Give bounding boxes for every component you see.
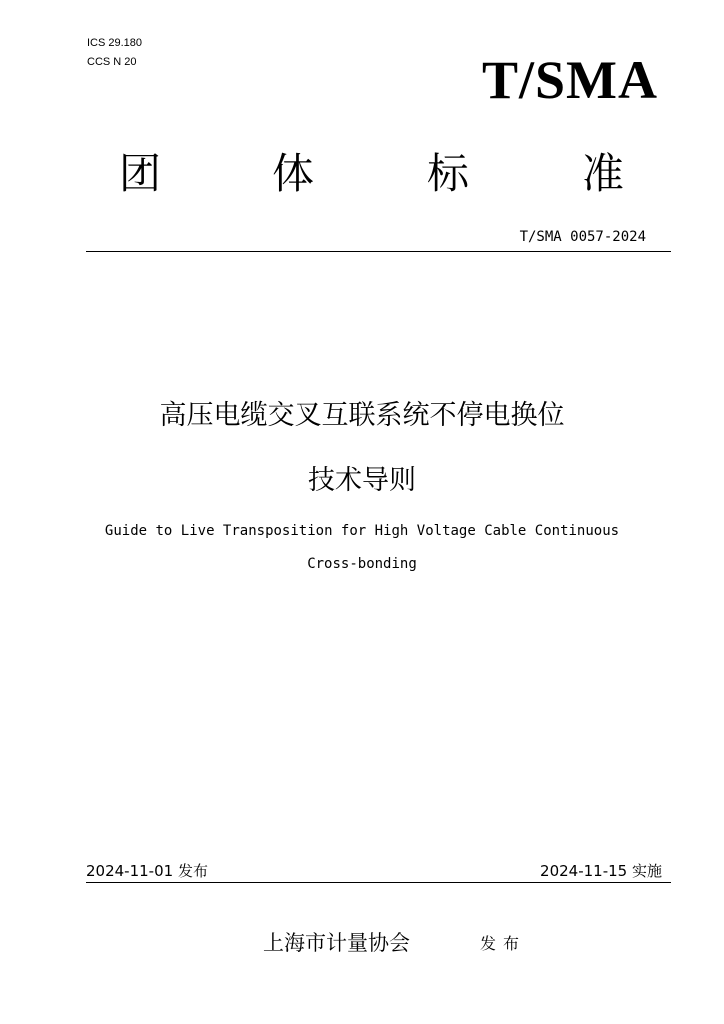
title-zh-line2: 技术导则 bbox=[308, 465, 416, 496]
document-type-char: 标 bbox=[427, 149, 470, 198]
document-type-char: 团 bbox=[119, 149, 162, 198]
title-en-line1: Guide to Live Transposition for High Voltage Cable Continuous bbox=[104, 523, 620, 539]
title-zh-line1: 高压电缆交叉互联系统不停电换位 bbox=[159, 400, 565, 431]
ccs-code: CCS N 20 bbox=[87, 56, 137, 68]
standard-number: T/SMA 0057-2024 bbox=[519, 229, 646, 245]
document-type-heading bbox=[0, 146, 724, 206]
organization-logo: T/SMA bbox=[481, 50, 658, 110]
document-type-char: 准 bbox=[582, 149, 625, 198]
bottom-divider bbox=[86, 882, 671, 883]
ics-code: ICS 29.180 bbox=[87, 37, 143, 49]
document-type-char: 体 bbox=[272, 149, 315, 198]
top-divider bbox=[86, 251, 671, 252]
issuer-name: 上海市计量协会 bbox=[263, 931, 410, 955]
title-en-line2: Cross-bonding bbox=[307, 556, 417, 572]
issue-label: 发布 bbox=[480, 934, 527, 953]
publish-date: 2024-11-01 发布 bbox=[86, 862, 208, 880]
implement-date: 2024-11-15 实施 bbox=[540, 862, 662, 880]
